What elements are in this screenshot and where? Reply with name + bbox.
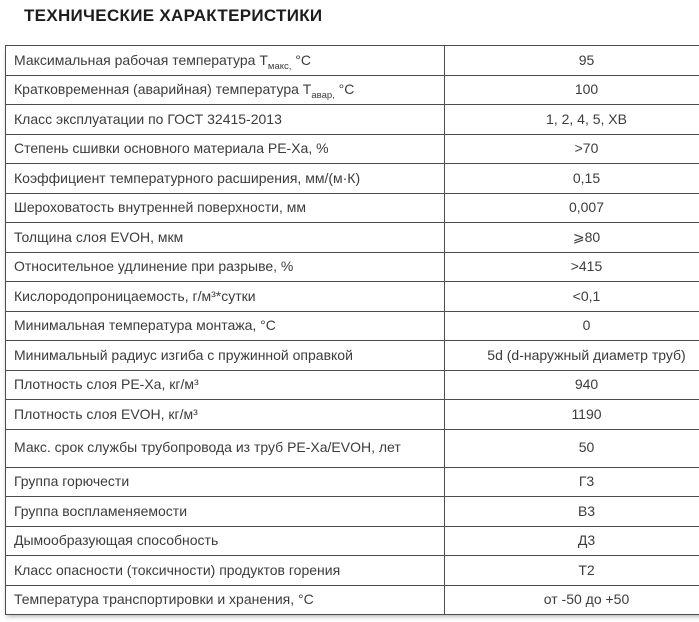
table-row [6,252,699,282]
value-cell: 0 [445,311,699,341]
table-row [6,467,699,497]
value-cell: 5d (d-наружный диаметр труб) [445,341,699,371]
parameter-cell: Кислородопроницаемость, г/м³*сутки [6,282,445,312]
parameter-cell: Температура транспортировки и хранения, °С [6,585,445,615]
parameter-cell: Макс. срок службы трубопровода из труб PE-Xa/EVOH, лет [6,429,445,467]
table-row [6,193,699,223]
value-cell: 100 [445,75,699,105]
table-row [6,341,699,371]
table-row [6,556,699,586]
value-cell: 95 [445,46,699,76]
page-title: ТЕХНИЧЕСКИЕ ХАРАКТЕРИСТИКИ [24,6,323,25]
table-row [6,46,699,76]
value-cell: 0,15 [445,164,699,194]
spec-table [5,45,699,615]
table-row [6,526,699,556]
parameter-cell: Класс опасности (токсичности) продуктов горения [6,556,445,586]
parameter-cell: Толщина слоя EVOH, мкм [6,223,445,253]
value-cell: 50 [445,429,699,467]
table-row [6,105,699,135]
table-row [6,223,699,253]
parameter-cell: Класс эксплуатации по ГОСТ 32415-2013 [6,105,445,135]
value-cell: 0,007 [445,193,699,223]
value-cell: В3 [445,497,699,527]
spec-table-body [6,46,699,615]
parameter-subscript: авар, [311,89,335,101]
table-row [6,370,699,400]
table-row [6,585,699,615]
table-row [6,400,699,430]
value-cell: <0,1 [445,282,699,312]
value-cell: >415 [445,252,699,282]
value-cell: >70 [445,134,699,164]
table-row [6,75,699,105]
table-row [6,164,699,194]
parameter-cell: Степень сшивки основного материала PE-Xa, % [6,134,445,164]
value-cell: ⩾80 [445,223,699,253]
value-cell: Г3 [445,467,699,497]
parameter-cell: Кратковременная (аварийная) температура $Т_{авар,}$ °С [6,75,445,105]
parameter-cell: Максимальная рабочая температура $Т_{макс,}$ °С [6,46,445,76]
value-cell: 1, 2, 4, 5, ХВ [445,105,699,135]
parameter-cell: Шероховатость внутренней поверхности, мм [6,193,445,223]
parameter-cell: Относительное удлинение при разрыве, % [6,252,445,282]
parameter-cell: Коэффициент температурного расширения, мм/(м·К) [6,164,445,194]
value-cell: Т2 [445,556,699,586]
table-row [6,497,699,527]
parameter-cell: Плотность слоя EVOH, кг/м³ [6,400,445,430]
value-cell: от -50 до +50 [445,585,699,615]
parameter-cell: Группа горючести [6,467,445,497]
parameter-subscript: макс, [267,60,292,72]
parameter-cell: Минимальный радиус изгиба с пружинной оправкой [6,341,445,371]
value-cell: Д3 [445,526,699,556]
parameter-cell: Плотность слоя PE-Xa, кг/м³ [6,370,445,400]
table-row [6,134,699,164]
parameter-cell: Группа воспламеняемости [6,497,445,527]
parameter-cell: Минимальная температура монтажа, °С [6,311,445,341]
table-row [6,311,699,341]
table-row [6,282,699,312]
value-cell: 940 [445,370,699,400]
value-cell: 1190 [445,400,699,430]
table-row [6,429,699,467]
parameter-cell: Дымообразующая способность [6,526,445,556]
